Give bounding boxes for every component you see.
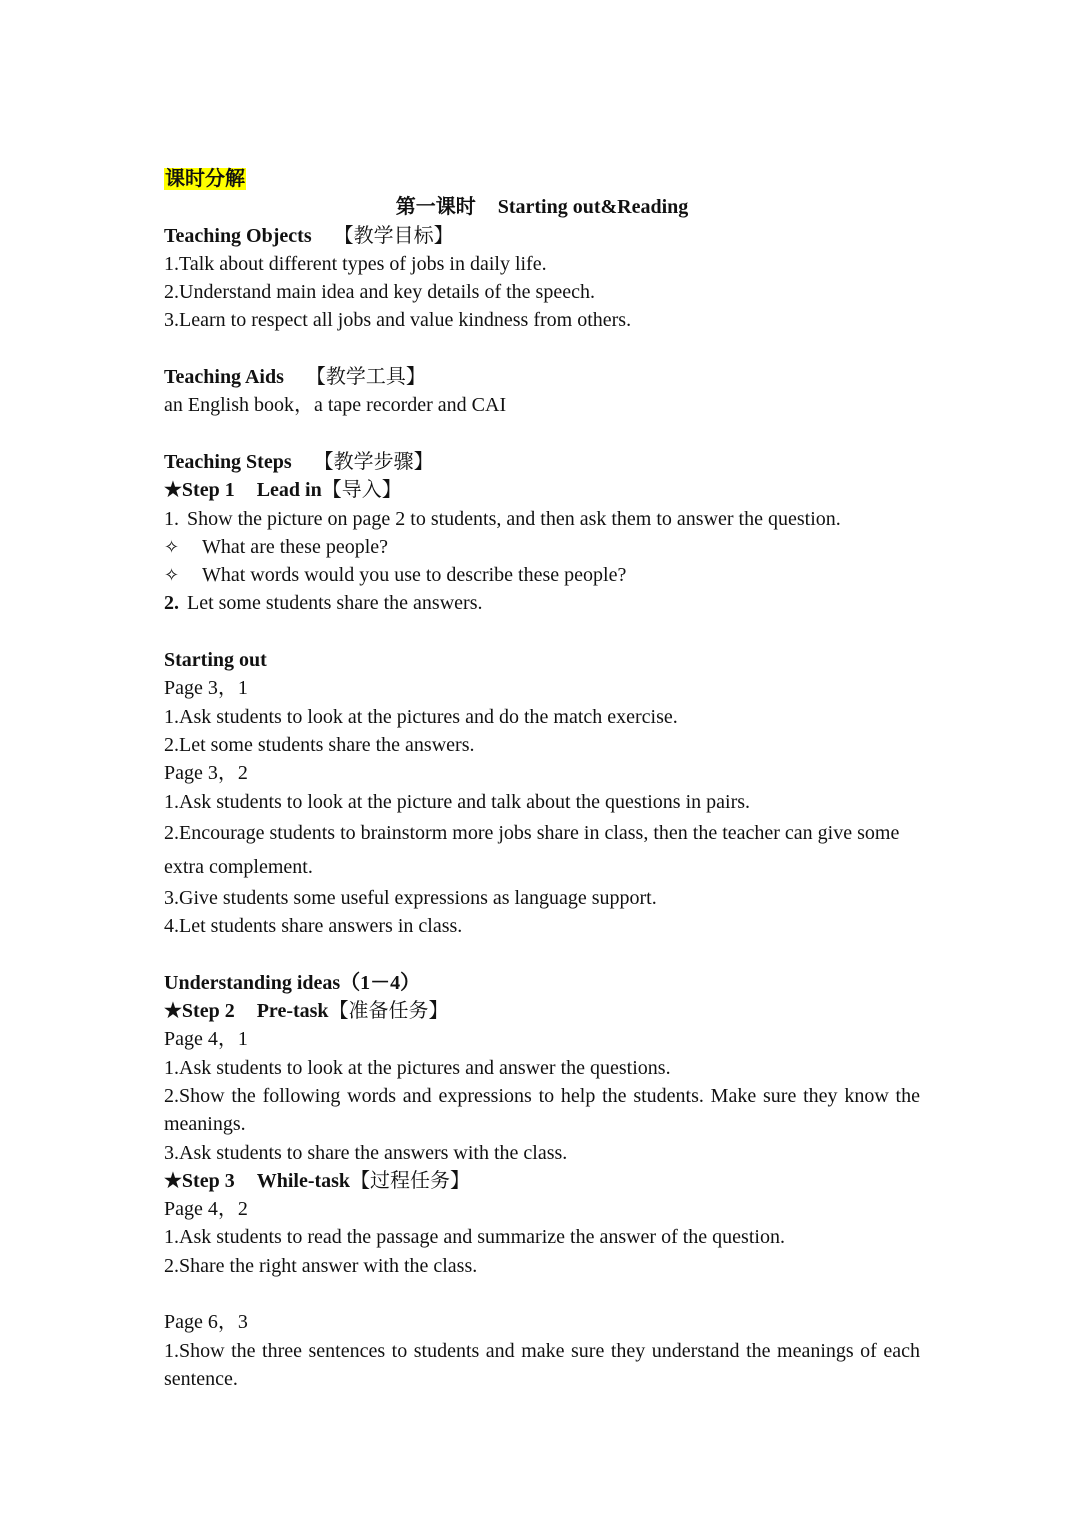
step2-heading <box>164 997 920 1025</box>
steps-heading <box>164 448 920 476</box>
aids-heading <box>164 363 920 391</box>
step2-title-cn: 【准备任务】 <box>328 1000 449 1023</box>
step1-title: Lead in <box>256 479 322 502</box>
step3-title-cn: 【过程任务】 <box>350 1169 471 1192</box>
objectives-heading-en: Teaching Objects <box>164 224 312 247</box>
step1-label: ★Step 1 <box>164 479 235 502</box>
step1-title-cn: 【导入】 <box>321 479 402 502</box>
step3-item: 2.Share the right answer with the class. <box>164 1254 478 1277</box>
objectives-heading-cn: 【教学目标】 <box>333 224 454 247</box>
starting-out-item: 1.Ask students to look at the picture and talk about the questions in pairs. <box>164 790 751 813</box>
step2-title: Pre-task <box>256 1000 329 1023</box>
objective-item: 3.Learn to respect all jobs and value kindness from others. <box>164 309 632 332</box>
step3-title: While-task <box>256 1169 351 1192</box>
diamond-bullet-icon: ✧ <box>164 565 180 587</box>
document-page <box>164 165 920 1393</box>
section-tag-line <box>164 165 920 193</box>
aids-heading-en: Teaching Aids <box>164 366 284 389</box>
page-ref: Page 3，1 <box>164 677 248 700</box>
page-ref: Page 4，1 <box>164 1028 248 1051</box>
starting-out-item: 2.Let some students share the answers. <box>164 733 475 756</box>
step2-label: ★Step 2 <box>164 1000 235 1023</box>
starting-out-heading: Starting out <box>164 649 267 672</box>
step2-item: 2.Show the following words and expressions to help the students. Make sure they know the meanings. <box>164 1084 920 1136</box>
step1-question-text: What are these people? <box>202 535 389 558</box>
aids-text: an English book，a tape recorder and CAI <box>164 394 507 417</box>
diamond-bullet-icon: ✧ <box>164 536 180 558</box>
aids-heading-cn: 【教学工具】 <box>305 366 426 389</box>
starting-out-item: 4.Let students share answers in class. <box>164 915 463 938</box>
steps-heading-en: Teaching Steps <box>164 450 292 473</box>
step1-item-1 <box>164 505 920 533</box>
step1-heading <box>164 476 920 504</box>
step3-item: 1.Ask students to read the passage and summarize the answer of the question. <box>164 1226 785 1249</box>
step2-item: 3.Ask students to share the answers with the class. <box>164 1141 568 1164</box>
lesson-title-en: Starting out&Reading <box>497 196 689 219</box>
step1-item-2-num: 2. <box>164 592 179 615</box>
step2-item: 1.Ask students to look at the pictures and answer the questions. <box>164 1056 671 1079</box>
starting-out-item: 1.Ask students to look at the pictures and do the match exercise. <box>164 705 678 728</box>
lesson-title-cn: 第一课时 <box>395 196 476 219</box>
step3-label: ★Step 3 <box>164 1169 235 1192</box>
page-ref: Page 3，2 <box>164 762 248 785</box>
objective-item: 1.Talk about different types of jobs in daily life. <box>164 252 547 275</box>
step1-item-2-text: Let some students share the answers. <box>187 592 483 615</box>
section-tag: 课时分解 <box>165 168 245 190</box>
step1-item-2 <box>164 589 920 617</box>
starting-out-item: 2.Encourage students to brainstorm more jobs share in class, then the teacher can give some extra complement. <box>164 821 900 878</box>
lesson-title <box>164 193 920 221</box>
step1-question-text: What words would you use to describe these people? <box>202 564 627 587</box>
step1-item-1-num: 1. <box>164 507 179 530</box>
step1-question <box>164 561 920 589</box>
page-ref: Page 6，3 <box>164 1311 248 1334</box>
page-ref: Page 4，2 <box>164 1198 248 1221</box>
objective-item: 2.Understand main idea and key details of the speech. <box>164 281 595 304</box>
objectives-heading <box>164 222 920 250</box>
understanding-heading: Understanding ideas（1－4） <box>164 971 421 994</box>
step1-item-1-text: Show the picture on page 2 to students, and then ask them to answer the question. <box>187 507 841 530</box>
steps-heading-cn: 【教学步骤】 <box>313 450 434 473</box>
starting-out-item: 3.Give students some useful expressions as language support. <box>164 886 657 909</box>
step3-heading <box>164 1167 920 1195</box>
step1-question <box>164 533 920 561</box>
step3-item: 1.Show the three sentences to students and make sure they understand the meanings of each sentence. <box>164 1339 920 1390</box>
